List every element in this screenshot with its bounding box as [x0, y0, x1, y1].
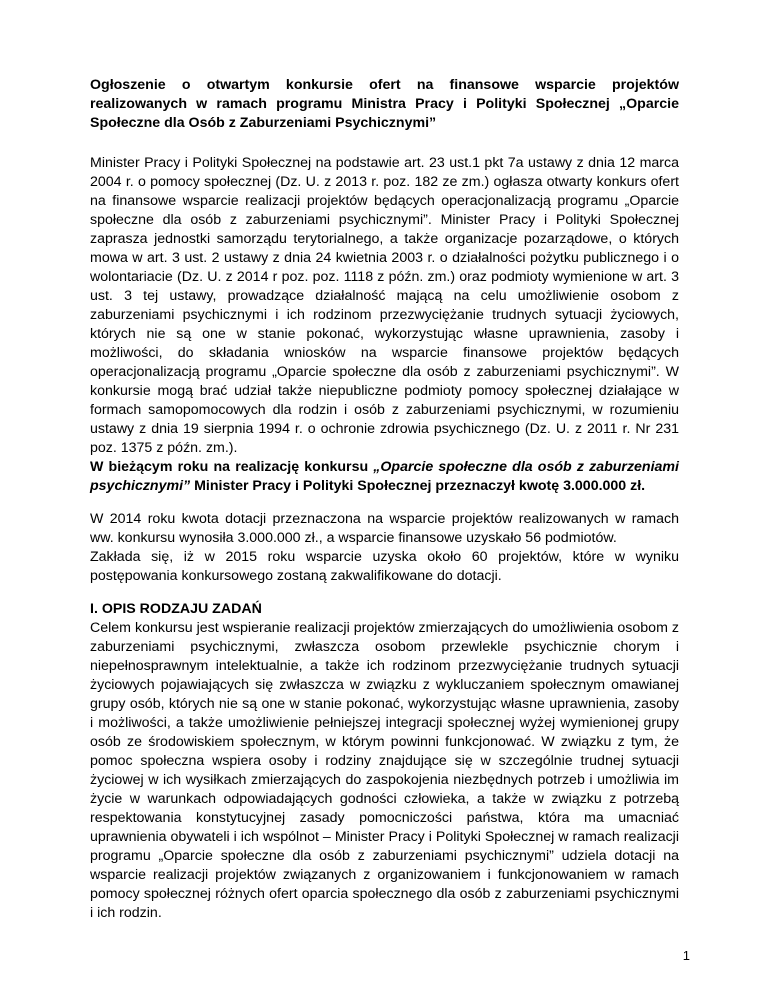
document-title: Ogłoszenie o otwartym konkursie ofert na finansowe wsparcie projektów realizowanych w ramach programu Ministra Pracy i Polityki Społecznej „Oparcie Społeczne dla Osób z Zaburzeniami Psychicznymi” [90, 77, 679, 131]
budget-paragraph [90, 458, 679, 496]
document-page [90, 76, 679, 923]
budget-text-start: W bieżącym roku na realizację konkursu [90, 459, 374, 475]
page-number: 1 [682, 948, 690, 963]
section-heading: I. OPIS RODZAJU ZADAŃ [90, 601, 262, 617]
program-name-italic: „Oparcie społeczne dla osób z zaburzeniami psychicznymi” [90, 459, 679, 494]
section-paragraph: Celem konkursu jest wspieranie realizacji projektów zmierzających do umożliwienia osobom z zaburzeniami psychicznymi, zwłaszcza osobom przewlekle psychicznie chorym i niepełnosprawnym intelektualnie, a także ich rodzinom przezwyciężanie trudnych sytuacji życiowych pojawiających się zwłaszcza w związku z wykluczaniem społecznym omawianej grupy osób, których nie są one w stanie pokonać, wykorzystując własne uprawnienia, zasoby i możliwości, a także umożliwienie pełniejszej integracji społecznej wyżej wymienionej grupy osób ze środowiskiem społecznym, w którym powinni funkcjonować. W związku z tym, że pomoc społeczna wspiera osoby i rodziny znajdujące się w szczególnie trudnej sytuacji życiowej w ich wysiłkach zmierzających do zaspokojenia niezbędnych potrzeb i umożliwia im życie w warunkach odpowiadających godności człowieka, a także w związku z potrzebą respektowania konstytucyjnej zasady pomocniczości państwa, która ma umacniać uprawnienia obywateli i ich wspólnot – Minister Pracy i Polityki Społecznej w ramach realizacji programu „Oparcie społeczne dla osób z zaburzeniami psychicznymi” udziela dotacji na wsparcie realizacji projektów związanych z organizowaniem i funkcjonowaniem w ramach pomocy społecznej różnych ofert oparcia społecznego dla osób z zaburzeniami psychicznymi i ich rodzin. [90, 620, 679, 921]
stats-paragraph-2015: Zakłada się, iż w 2015 roku wsparcie uzyska około 60 projektów, które w wyniku postępowania konkursowego zostaną zakwalifikowane do dotacji. [90, 549, 679, 584]
budget-text-end: Minister Pracy i Polityki Społecznej przeznaczył kwotę 3.000.000 zł. [190, 478, 646, 494]
stats-paragraph-2014: W 2014 roku kwota dotacji przeznaczona na wsparcie projektów realizowanych w ramach ww. konkursu wynosiła 3.000.000 zł., a wsparcie finansowe uzyskało 56 podmiotów. [90, 511, 679, 546]
intro-paragraph: Minister Pracy i Polityki Społecznej na podstawie art. 23 ust.1 pkt 7a ustawy z dnia 12 marca 2004 r. o pomocy społecznej (Dz. U. z 2013 r. poz. 182 ze zm.) ogłasza otwarty konkurs ofert na finansowe wsparcie realizacji projektów będących operacjonalizacją programu „Oparcie społeczne dla osób z zaburzeniami psychicznymi”. Minister Pracy i Polityki Społecznej zaprasza jednostki samorządu terytorialnego, a także organizacje pozarządowe, o których mowa w art. 3 ust. 2 ustawy z dnia 24 kwietnia 2003 r. o działalności pożytku publicznego i o wolontariacie (Dz. U. z 2014 r poz. poz. 1118 z późn. zm.) oraz podmioty wymienione w art. 3 ust. 3 tej ustawy, prowadzące działalność mającą na celu umożliwienie osobom z zaburzeniami psychicznymi i ich rodzinom przezwyciężanie trudnych sytuacji życiowych, których nie są one w stanie pokonać, wykorzystując własne uprawnienia, zasoby i możliwości, do składania wniosków na wsparcie finansowe projektów będących operacjonalizacją programu „Oparcie społeczne dla osób z zaburzeniami psychicznymi”. W konkursie mogą brać udział także niepubliczne podmioty pomocy społecznej działające w formach samopomocowych dla rodzin i osób z zaburzeniami psychicznymi, w rozumieniu ustawy z dnia 19 sierpnia 1994 r. o ochronie zdrowia psychicznego (Dz. U. z 2011 r. Nr 231 poz. 1375 z późn. zm.). [90, 155, 679, 456]
